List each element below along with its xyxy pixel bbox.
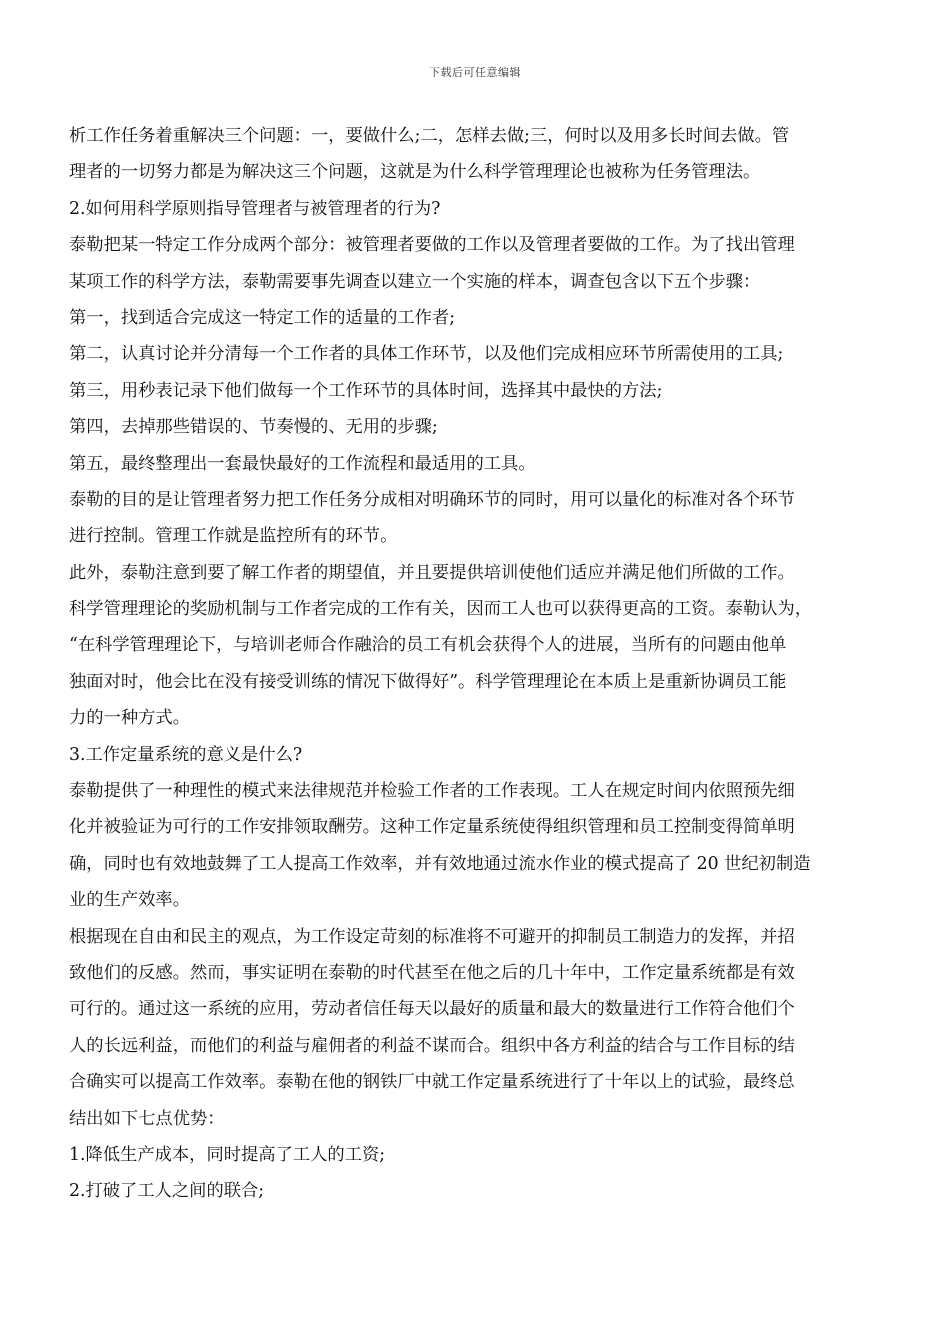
list-item: 第二，认真讨论并分清每一个工作者的具体工作环节，以及他们完成相应环节所需使用的工具;: [69, 344, 784, 365]
text-line: 泰勒提供了一种理性的模式来法律规范并检验工作者的工作表现。工人在规定时间内依照预先细: [69, 781, 795, 802]
text-line: 独面对时，他会比在没有接受训练的情况下做得好”。科学管理理论在本质上是重新协调员工能: [69, 671, 787, 692]
document-body: [69, 118, 883, 1210]
text-line: 人的长远利益，而他们的利益与雇佣者的利益不谋而合。组织中各方利益的结合与工作目标的结: [69, 1035, 795, 1056]
list-item: 2.打破了工人之间的联合;: [69, 1181, 265, 1202]
text-line: 析工作任务着重解决三个问题：一，要做什么;二，怎样去做;三，何时以及用多长时间去做。管: [69, 126, 790, 146]
text-line: 业的生产效率。: [69, 890, 190, 911]
page-header: 下载后可任意编辑: [429, 66, 521, 79]
text-line: 理者的一切努力都是为解决这三个问题，这就是为什么科学管理理论也被称为任务管理法。: [69, 162, 761, 183]
text-line: 泰勒的目的是让管理者努力把工作任务分成相对明确环节的同时，用可以量化的标准对各个环节: [69, 489, 795, 510]
text-line: 此外，泰勒注意到要了解工作者的期望值，并且要提供培训使他们适应并满足他们所做的工作。: [69, 562, 795, 583]
list-item: 第四，去掉那些错误的、节奏慢的、无用的步骤;: [69, 417, 438, 438]
text-line: 结出如下七点优势：: [69, 1108, 225, 1129]
text-line: 泰勒把某一特定工作分成两个部分：被管理者要做的工作以及管理者要做的工作。为了找出管理: [69, 235, 795, 256]
list-item: 第五，最终整理出一套最快最好的工作流程和最适用的工具。: [69, 453, 536, 474]
text-line: 进行控制。管理工作就是监控所有的环节。: [69, 526, 398, 547]
section-heading: 2.如何用科学原则指导管理者与被管理者的行为?: [69, 198, 441, 219]
text-line: “在科学管理理论下，与培训老师合作融洽的员工有机会获得个人的进展，当所有的问题由他单: [69, 635, 787, 656]
text-line: 可行的。通过这一系统的应用，劳动者信任每天以最好的质量和最大的数量进行工作符合他们个: [69, 999, 795, 1020]
text-line: 化并被验证为可行的工作安排领取酬劳。这种工作定量系统使得组织管理和员工控制变得简单明: [69, 817, 795, 838]
list-item: 1.降低生产成本，同时提高了工人的工资;: [69, 1144, 386, 1165]
section-heading: 3.工作定量系统的意义是什么?: [69, 744, 303, 765]
text-line: 确，同时也有效地鼓舞了工人提高工作效率，并有效地通过流水作业的模式提高了 20 世纪初制造: [69, 853, 811, 874]
text-line: 致他们的反感。然而，事实证明在泰勒的时代甚至在他之后的几十年中，工作定量系统都是有效: [69, 962, 795, 983]
list-item: 第三，用秒表记录下他们做每一个工作环节的具体时间，选择其中最快的方法;: [69, 380, 663, 401]
text-line: 合确实可以提高工作效率。泰勒在他的钢铁厂中就工作定量系统进行了十年以上的试验，最终总: [69, 1072, 795, 1093]
text-line: 力的一种方式。: [69, 708, 190, 729]
list-item: 第一，找到适合完成这一特定工作的适量的工作者;: [69, 307, 456, 328]
text-line: 科学管理理论的奖励机制与工作者完成的工作有关，因而工人也可以获得更高的工资。泰勒认为，: [69, 599, 813, 620]
text-line: 根据现在自由和民主的观点，为工作设定苛刻的标准将不可避开的抑制员工制造力的发挥，并招: [69, 926, 795, 947]
text-line: 某项工作的科学方法，泰勒需要事先调查以建立一个实施的样本，调查包含以下五个步骤：: [69, 271, 761, 292]
